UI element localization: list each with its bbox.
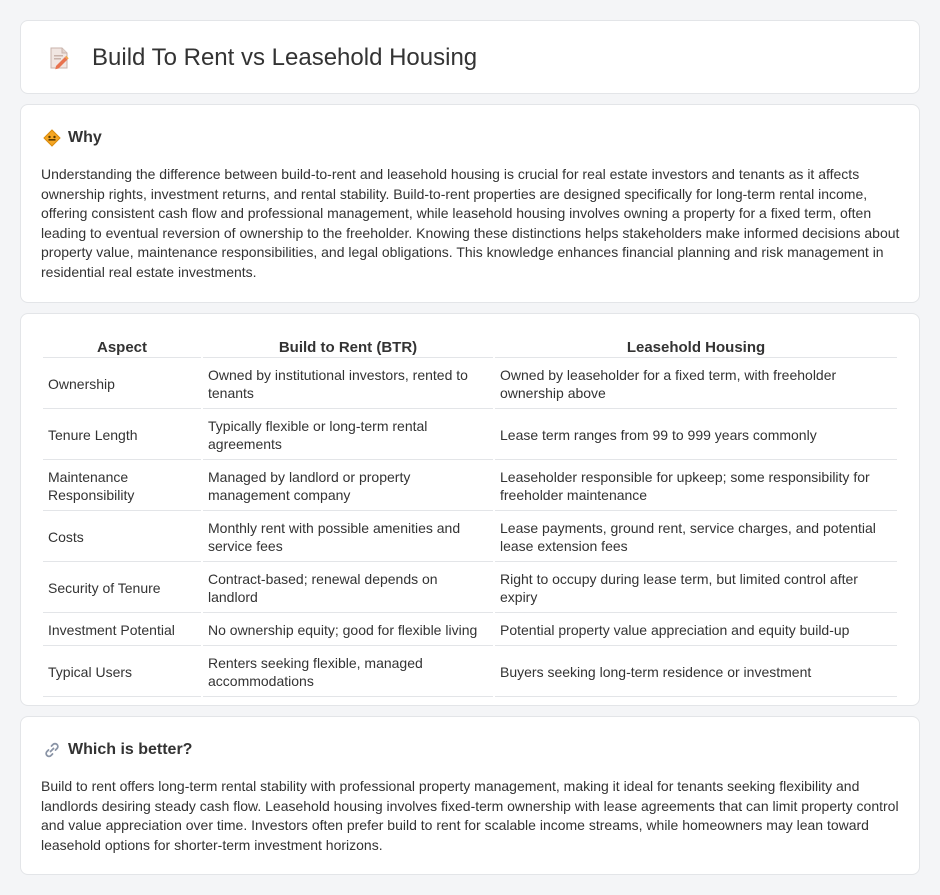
better-heading-row <box>43 739 192 761</box>
cell-btr: Typically flexible or long-term rental agreements <box>203 411 493 460</box>
cell-btr: Renters seeking flexible, managed accommodations <box>203 648 493 697</box>
cell-btr: Managed by landlord or property management company <box>203 462 493 511</box>
column-header-btr: Build to Rent (BTR) <box>203 337 493 358</box>
better-text: Build to rent offers long-term rental stability with professional property management, making it ideal for tenants seeking flexibility and landlords desiring steady cash flow. Leasehold housing involves fixed-term ownership with lease agreements that can limit property control and value appreciation over time. Investors often prefer build to rent for scalable income streams, while homeowners may lean toward leasehold options for shorter-term investment horizons. <box>41 778 899 853</box>
cell-btr: No ownership equity; good for flexible living <box>203 615 493 646</box>
diamond-sign-icon <box>43 129 61 147</box>
why-section <box>20 104 920 303</box>
cell-aspect: Investment Potential <box>43 615 201 646</box>
cell-leasehold: Owned by leaseholder for a fixed term, with freeholder ownership above <box>495 360 897 409</box>
cell-btr: Owned by institutional investors, rented to tenants <box>203 360 493 409</box>
cell-leasehold: Buyers seeking long-term residence or investment <box>495 648 897 697</box>
comparison-section <box>20 313 920 706</box>
cell-leasehold: Lease term ranges from 99 to 999 years commonly <box>495 411 897 460</box>
document-pencil-icon <box>47 46 71 70</box>
cell-aspect: Tenure Length <box>43 411 201 460</box>
table-row <box>43 513 897 562</box>
column-header-leasehold: Leasehold Housing <box>495 337 897 358</box>
better-heading: Which is better? <box>68 741 193 758</box>
table-header-row <box>43 337 897 358</box>
link-icon <box>43 741 61 759</box>
comparison-table <box>41 335 899 699</box>
table-row <box>43 648 897 697</box>
why-heading-row <box>43 127 102 149</box>
cell-aspect: Security of Tenure <box>43 564 201 613</box>
header-card <box>20 20 920 94</box>
cell-aspect: Typical Users <box>43 648 201 697</box>
cell-btr: Monthly rent with possible amenities and service fees <box>203 513 493 562</box>
page-title: Build To Rent vs Leasehold Housing <box>92 44 478 71</box>
cell-leasehold: Lease payments, ground rent, service charges, and potential lease extension fees <box>495 513 897 562</box>
table-row <box>43 462 897 511</box>
table-row <box>43 564 897 613</box>
table-row <box>43 360 897 409</box>
cell-aspect: Maintenance Responsibility <box>43 462 201 511</box>
table-row <box>43 615 897 646</box>
cell-aspect: Ownership <box>43 360 201 409</box>
column-header-aspect: Aspect <box>43 337 201 358</box>
why-text: Understanding the difference between build-to-rent and leasehold housing is crucial for real estate investors and tenants as it affects ownership rights, investment returns, and rental stability. Build-to-rent properties are designed specifically for long-term rental income, offering consistent cash flow and professional management, while leasehold housing involves owning a property for a fixed term, often leading to eventual reversion of ownership to the freeholder. Knowing these distinctions helps stakeholders make informed decisions about property value, maintenance responsibilities, and legal obligations. This knowledge enhances financial planning and risk management in residential real estate investments. <box>41 166 900 280</box>
cell-leasehold: Leaseholder responsible for upkeep; some responsibility for freeholder maintenance <box>495 462 897 511</box>
cell-leasehold: Potential property value appreciation and equity build-up <box>495 615 897 646</box>
cell-aspect: Costs <box>43 513 201 562</box>
why-heading: Why <box>68 129 102 146</box>
cell-leasehold: Right to occupy during lease term, but limited control after expiry <box>495 564 897 613</box>
which-is-better-section <box>20 716 920 875</box>
cell-btr: Contract-based; renewal depends on landlord <box>203 564 493 613</box>
table-row <box>43 411 897 460</box>
